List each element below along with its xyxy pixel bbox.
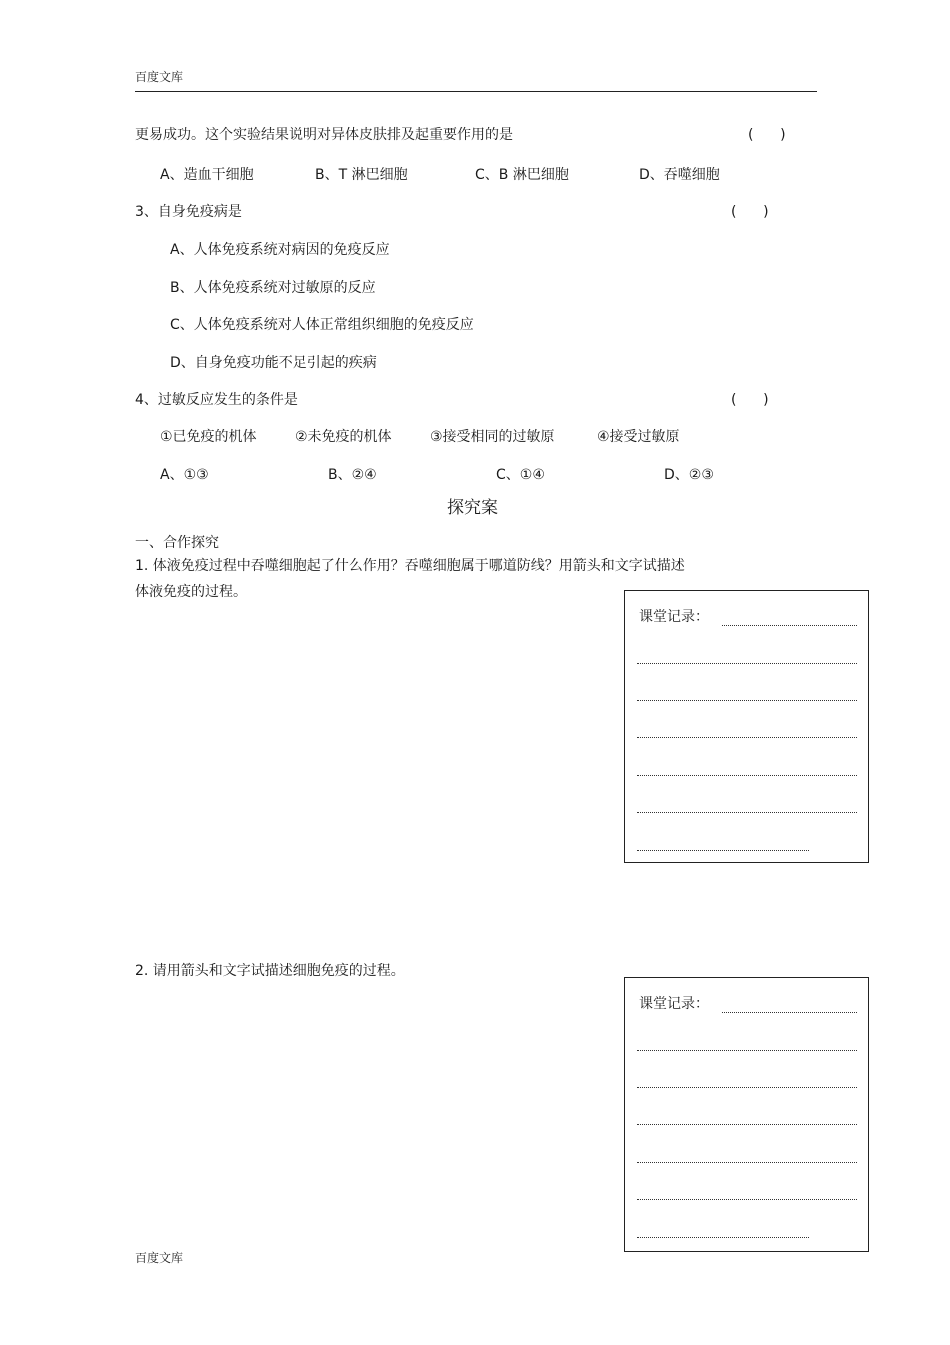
notes-line: [637, 663, 857, 664]
q4-condition-4: ④接受过敏原: [597, 429, 680, 445]
q2-option-d: D、吞噬细胞: [639, 167, 720, 183]
notes-line: [637, 1237, 809, 1238]
notes-line: [637, 700, 857, 701]
notes-line: [637, 1050, 857, 1051]
q3-option-a: A、人体免疫系统对病因的免疫反应: [170, 242, 390, 258]
q4-condition-1: ①已免疫的机体: [160, 429, 257, 445]
q3-option-d: D、自身免疫功能不足引起的疾病: [170, 355, 377, 371]
q2-answer-paren: ( ): [748, 127, 786, 143]
q4-option-b: B、②④: [328, 467, 377, 483]
notes-line: [637, 850, 809, 851]
inquiry-item-1-line-2: 体液免疫的过程。: [135, 584, 247, 600]
notes-line: [637, 812, 857, 813]
q4-option-d: D、②③: [664, 467, 714, 483]
q3-option-b: B、人体免疫系统对过敏原的反应: [170, 280, 376, 296]
notes-line: [637, 775, 857, 776]
q2-option-b: B、T 淋巴细胞: [315, 167, 408, 183]
q3-stem: 3、自身免疫病是: [135, 204, 242, 220]
q4-option-c: C、①④: [496, 467, 545, 483]
class-notes-box-1: [624, 590, 869, 863]
notes-line: [637, 1124, 857, 1125]
notes-line: [722, 1012, 857, 1013]
q4-condition-2: ②未免疫的机体: [295, 429, 392, 445]
section-title: 探究案: [447, 498, 498, 518]
notes-line: [637, 1162, 857, 1163]
q4-condition-3: ③接受相同的过敏原: [430, 429, 555, 445]
q2-option-c: C、B 淋巴细胞: [475, 167, 569, 183]
class-notes-box-2: [624, 977, 869, 1252]
section-subtitle: 一、合作探究: [135, 535, 219, 551]
header-rule: [135, 91, 817, 92]
inquiry-item-1-line-1: 1. 体液免疫过程中吞噬细胞起了什么作用？吞噬细胞属于哪道防线？用箭头和文字试描述: [135, 558, 685, 574]
page-header: 百度文库: [135, 70, 184, 84]
notes-line: [637, 737, 857, 738]
q2-option-a: A、造血干细胞: [160, 167, 254, 183]
class-notes-label: 课堂记录：: [639, 996, 709, 1012]
q2-continuation: 更易成功。这个实验结果说明对异体皮肤排及起重要作用的是: [135, 127, 513, 143]
class-notes-label: 课堂记录：: [639, 609, 709, 625]
q3-answer-paren: ( ): [731, 204, 769, 220]
notes-line: [637, 1199, 857, 1200]
q4-answer-paren: ( ): [731, 392, 769, 408]
q4-stem: 4、过敏反应发生的条件是: [135, 392, 298, 408]
inquiry-item-2: 2. 请用箭头和文字试描述细胞免疫的过程。: [135, 963, 405, 979]
notes-line: [722, 625, 857, 626]
q4-option-a: A、①③: [160, 467, 209, 483]
q3-option-c: C、人体免疫系统对人体正常组织细胞的免疫反应: [170, 317, 474, 333]
page-footer: 百度文库: [135, 1251, 184, 1265]
notes-line: [637, 1087, 857, 1088]
